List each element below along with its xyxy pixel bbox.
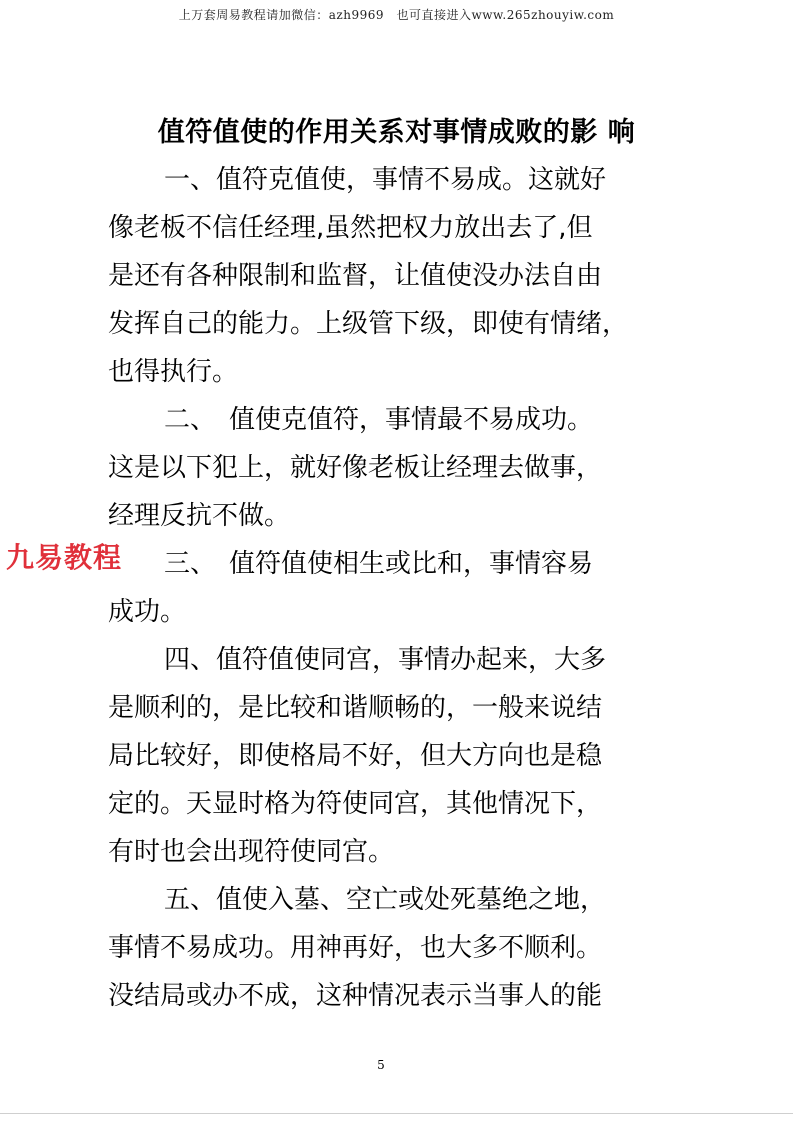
bottom-divider <box>0 1113 793 1114</box>
paragraph-line: 是还有各种限制和监督，让值使没办法自由 <box>108 261 603 291</box>
paragraph-line: 经理反抗不做。 <box>108 501 291 531</box>
paragraph-line: 定的。天显时格为符使同宫，其他情况下， <box>108 789 603 819</box>
header-note: 上万套周易教程请加微信：azh9969 也可直接进入www.265zhouyiw.com <box>178 8 615 22</box>
paragraph-line: 有时也会出现符使同宫。 <box>108 837 395 867</box>
watermark-logo: 九易教程 <box>6 541 123 574</box>
paragraph-line: 没结局或办不成，这种情况表示当事人的能 <box>108 981 603 1011</box>
paragraph-line: 成功。 <box>108 597 187 627</box>
paragraph-line: 四、值符值使同宫，事情办起来，大多 <box>164 645 607 675</box>
paragraph-line: 也得执行。 <box>108 357 239 387</box>
paragraph-line: 二、 值使克值符，事情最不易成功。 <box>164 405 594 435</box>
paragraph-line: 局比较好，即使格局不好，但大方向也是稳 <box>108 741 603 771</box>
paragraph-line: 五、值使入墓、空亡或处死墓绝之地， <box>164 885 607 915</box>
paragraph-line: 发挥自己的能力。上级管下级，即使有情绪， <box>108 309 629 339</box>
paragraph-line: 事情不易成功。用神再好，也大多不顺利。 <box>108 933 603 963</box>
paragraph-line: 像老板不信任经理,虽然把权力放出去了,但 <box>108 213 593 243</box>
document-title: 值符值使的作用关系对事情成败的影 响 <box>157 117 636 148</box>
paragraph-line: 一、值符克值使，事情不易成。这就好 <box>164 165 607 195</box>
page-number: 5 <box>377 1058 385 1072</box>
paragraph-line: 这是以下犯上，就好像老板让经理去做事， <box>108 453 603 483</box>
paragraph-line: 是顺利的，是比较和谐顺畅的，一般来说结 <box>108 693 603 723</box>
paragraph-line: 三、 值符值使相生或比和，事情容易 <box>164 549 594 579</box>
